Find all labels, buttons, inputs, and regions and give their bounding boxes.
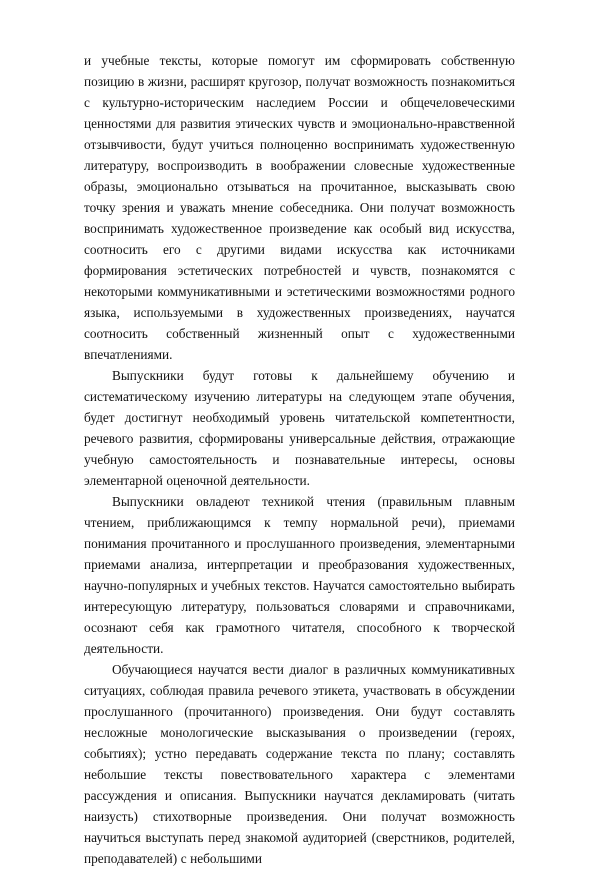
paragraph-graduates-readiness: Выпускники будут готовы к дальнейшему обучению и систематическому изучению литературы на следующем этапе обучения, будет достигнут необходимый уровень читательской компетентности, речевого развития, сформированы универсальные действия, отражающие учебную самостоятельность и познавательные интересы, основы элементарной оценочной деятельности. [84, 368, 515, 488]
paragraph-reading-technique: Выпускники овладеют техникой чтения (правильным плавным чтением, приближающимся к темпу нормальной речи), приемами понимания прочитанного и прослушанного произведения, элементарными приемами анализа, интерпретации и преобразования художественных, научно-популярных и учебных текстов. Научатся самостоятельно выбирать интересующую литературу, пользоваться словарями и справочниками, осознают себя как грамотного читателя, способного к творческой деятельности. [84, 494, 515, 656]
document-body [84, 50, 515, 869]
paragraph-continued: и учебные тексты, которые помогут им сформировать собственную позицию в жизни, расширят кругозор, получат возможность познакомиться с культурно-историческим наследием России и общечеловеческими ценностями для развития этических чувств и эмоционально-нравственной отзывчивости, будут учиться полноценно воспринимать художественную литературу, воспроизводить в воображении словесные художественные образы, эмоционально отзываться на прочитанное, высказывать свою точку зрения и уважать мнение собеседника. Они получат возможность воспринимать художественное произведение как особый вид искусства, соотносить его с другими видами искусства как источниками формирования эстетических потребностей и чувств, познакомятся с некоторыми коммуникативными и эстетическими возможностями родного языка, используемыми в художественных произведениях, научатся соотносить собственный жизненный опыт с художественными впечатлениями. [84, 53, 515, 362]
paragraph-dialogue-skills: Обучающиеся научатся вести диалог в различных коммуникативных ситуациях, соблюдая правила речевого этикета, участвовать в обсуждении прослушанного (прочитанного) произведения. Они будут составлять несложные монологические высказывания о произведении (героях, событиях); устно передавать содержание текста по плану; составлять небольшие тексты повествовательного характера с элементами рассуждения и описания. Выпускники научатся декламировать (читать наизусть) стихотворные произведения. Они получат возможность научиться выступать перед знакомой аудиторией (сверстников, родителей, преподавателей) с небольшими [84, 662, 515, 866]
